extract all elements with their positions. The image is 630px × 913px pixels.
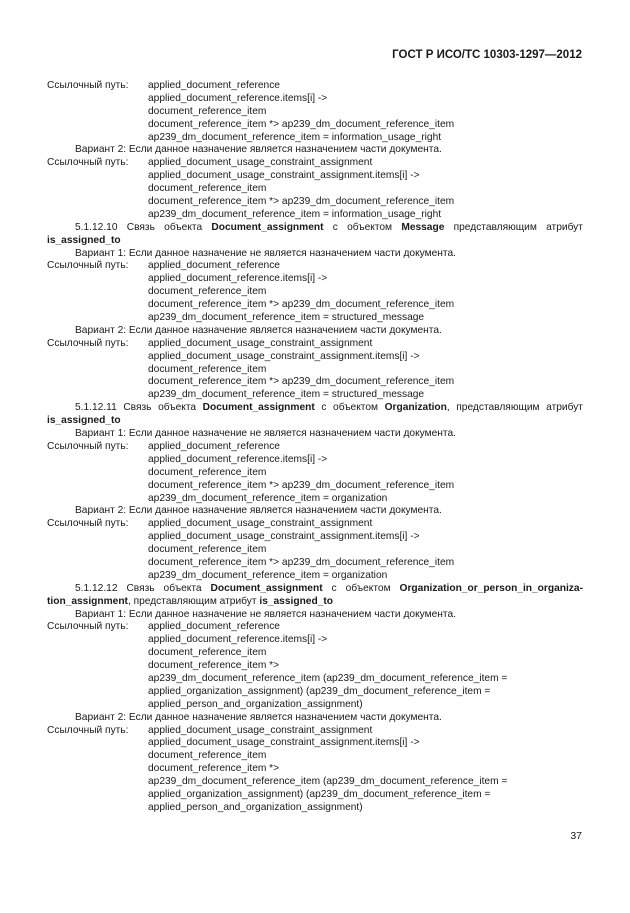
- section-text: с объектом: [332, 221, 393, 233]
- path-step: document_reference_item: [148, 105, 267, 117]
- path-step: document_reference_item *> ap239_dm_document_reference_item: [148, 479, 455, 491]
- section-target: Organization: [384, 402, 447, 414]
- path-step: applied_person_and_organization_assignment): [148, 698, 363, 710]
- path-step: ap239_dm_document_reference_item = organization: [148, 569, 388, 581]
- section-number: 5.1.12.10: [75, 221, 118, 233]
- ref-path-label: Ссылочный путь:: [47, 80, 129, 91]
- path-step: applied_document_reference: [148, 440, 280, 452]
- path-step: document_reference_item: [148, 647, 267, 659]
- ref-path-line: [47, 80, 583, 93]
- path-step: ap239_dm_document_reference_item = information_usage_right: [148, 131, 442, 143]
- section-object: Document_assignment: [211, 221, 324, 233]
- ref-path-line: [47, 338, 583, 351]
- variant-1-text: Вариант 1: Если данное назначение не является назначением части документа.: [75, 608, 456, 620]
- path-step: document_reference_item *>: [148, 763, 280, 775]
- path-step: applied_person_and_organization_assignment): [148, 801, 363, 813]
- variant-2-text: Вариант 2: Если данное назначение является назначением части документа.: [75, 324, 442, 336]
- path-step: ap239_dm_document_reference_item = structured_message: [148, 389, 425, 401]
- section-attribute: [47, 415, 583, 428]
- path-step: applied_document_reference.items[i] ->: [148, 273, 328, 285]
- variant-2-text: Вариант 2: Если данное назначение является назначением части документа.: [75, 505, 442, 517]
- section-text: Связь объекта: [126, 582, 202, 594]
- section-text: , представляющим атрибут: [127, 595, 257, 607]
- ref-path-line: [47, 621, 583, 634]
- path-step: document_reference_item *> ap239_dm_document_reference_item: [148, 556, 455, 568]
- section-number: 5.1.12.11: [75, 402, 117, 414]
- section-target: Message: [401, 221, 445, 233]
- path-step: applied_document_usage_constraint_assignment: [148, 518, 373, 530]
- variant-1-text: Вариант 1: Если данное назначение не является назначением части документа.: [75, 428, 456, 440]
- variant-2-text: Вариант 2: Если данное назначение является назначением части документа.: [75, 144, 442, 156]
- path-step: applied_document_usage_constraint_assignment.items[i] ->: [148, 531, 420, 543]
- path-step: applied_organization_assignment) (ap239_dm_document_reference_item =: [148, 788, 491, 800]
- attribute-name: is_assigned_to: [259, 595, 333, 607]
- path-step: document_reference_item: [148, 363, 267, 375]
- document-standard-header: ГОСТ Р ИСО/ТС 10303-1297—2012: [392, 49, 582, 61]
- path-step: applied_document_usage_constraint_assignment.items[i] ->: [148, 737, 420, 749]
- path-step: document_reference_item: [148, 750, 267, 762]
- path-step: ap239_dm_document_reference_item = organization: [148, 492, 388, 504]
- ref-path-line: [47, 441, 583, 454]
- path-step: document_reference_item: [148, 466, 267, 478]
- path-step: applied_document_reference: [148, 621, 280, 633]
- ref-path-label: Ссылочный путь:: [47, 518, 129, 530]
- path-step: document_reference_item *> ap239_dm_document_reference_item: [148, 376, 455, 388]
- path-step: document_reference_item *> ap239_dm_document_reference_item: [148, 299, 455, 311]
- section-target: Organization_or_person_in_organiza-: [399, 582, 583, 594]
- ref-path-line: [47, 518, 583, 531]
- ref-path-label: Ссылочный путь:: [47, 337, 129, 349]
- section-heading-5-1-12-11: [47, 402, 583, 415]
- section-heading-5-1-12-10: [47, 222, 583, 235]
- section-text: Связь объекта: [126, 221, 203, 233]
- section-attribute: [47, 235, 583, 248]
- ref-path-label: Ссылочный путь:: [47, 621, 129, 633]
- path-step: document_reference_item: [148, 286, 267, 298]
- section-object: Document_assignment: [210, 582, 323, 594]
- ref-path-line: [47, 260, 583, 273]
- variant-2-text: Вариант 2: Если данное назначение является назначением части документа.: [75, 711, 442, 723]
- path-step: applied_document_usage_constraint_assignment: [148, 337, 373, 349]
- variant-1-text: Вариант 1: Если данное назначение не является назначением части документа.: [75, 247, 456, 259]
- ref-path-label: Ссылочный путь:: [47, 157, 129, 169]
- path-step: applied_document_reference.items[i] ->: [148, 92, 328, 104]
- attribute-name: is_assigned_to: [47, 234, 121, 246]
- path-step: applied_document_reference.items[i] ->: [148, 453, 328, 465]
- path-step: applied_document_usage_constraint_assignment.items[i] ->: [148, 170, 420, 182]
- path-step: ap239_dm_document_reference_item (ap239_dm_document_reference_item =: [148, 672, 508, 684]
- ref-path-line: [47, 157, 583, 170]
- ref-path-label: Ссылочный путь:: [47, 260, 129, 272]
- path-step: document_reference_item: [148, 544, 267, 556]
- attribute-name: is_assigned_to: [47, 415, 121, 427]
- path-step: applied_document_reference: [148, 260, 280, 272]
- path-step: document_reference_item *> ap239_dm_document_reference_item: [148, 196, 455, 208]
- path-step: document_reference_item *> ap239_dm_document_reference_item: [148, 118, 455, 130]
- path-step: applied_document_usage_constraint_assignment: [148, 157, 373, 169]
- path-step: applied_document_reference.items[i] ->: [148, 634, 328, 646]
- section-heading-5-1-12-12: [47, 583, 583, 596]
- page-number: 37: [570, 830, 582, 842]
- path-step: document_reference_item: [148, 183, 267, 195]
- path-step: ap239_dm_document_reference_item = information_usage_right: [148, 208, 442, 220]
- section-number: 5.1.12.12: [75, 582, 118, 594]
- section-target-continuation: tion_assignment: [47, 595, 128, 607]
- document-body: [47, 80, 583, 815]
- section-text: с объектом: [331, 582, 391, 594]
- path-step: document_reference_item *>: [148, 660, 280, 672]
- ref-path-label: Ссылочный путь:: [47, 724, 129, 736]
- section-text: Связь объекта: [123, 402, 197, 414]
- section-object: Document_assignment: [202, 402, 315, 414]
- path-step: applied_document_usage_constraint_assignment: [148, 724, 373, 736]
- section-text: , представляющим атрибут: [446, 402, 583, 414]
- ref-path-label: Ссылочный путь:: [47, 440, 129, 452]
- path-step: ap239_dm_document_reference_item = structured_message: [148, 312, 425, 324]
- ref-path-line: [47, 725, 583, 738]
- section-heading-continuation: [47, 596, 583, 609]
- path-step: ap239_dm_document_reference_item (ap239_dm_document_reference_item =: [148, 776, 508, 788]
- section-text: представляющим атрибут: [453, 221, 583, 233]
- path-step: applied_organization_assignment) (ap239_dm_document_reference_item =: [148, 685, 491, 697]
- path-step: applied_document_usage_constraint_assignment.items[i] ->: [148, 350, 420, 362]
- path-step: applied_document_reference: [148, 80, 280, 91]
- section-text: с объектом: [321, 402, 379, 414]
